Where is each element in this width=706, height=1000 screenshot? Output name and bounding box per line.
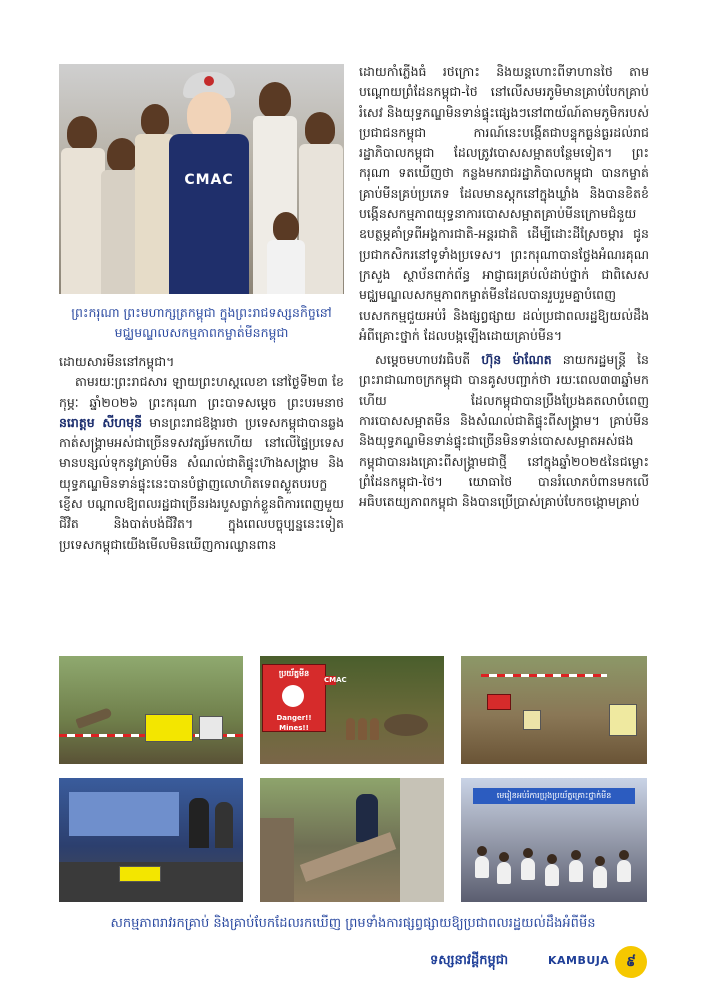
education-banner bbox=[473, 788, 635, 804]
gallery-photo-exhibition bbox=[59, 778, 243, 902]
exhibition-board bbox=[69, 792, 179, 836]
student-figure bbox=[521, 858, 535, 880]
ordnance bbox=[346, 718, 355, 740]
paragraph bbox=[59, 372, 344, 555]
marker-sign bbox=[523, 710, 541, 730]
wall bbox=[260, 818, 294, 902]
child-figure bbox=[61, 148, 105, 294]
paragraph-text: តាមរយៈព្រះរាជសារ ឡាយព្រះហស្តលេខា នៅថ្ងៃទី២៣ ខែកុម្ភៈ ឆ្នាំ២០២៦ ព្រះករុណា ព្រះបាទសម្ដេច ព្រះបរមនាថ bbox=[59, 374, 344, 410]
landmine bbox=[384, 714, 428, 736]
gallery-photo-recovered-ordnance bbox=[461, 656, 647, 764]
gallery-photo-deminer bbox=[260, 778, 444, 902]
gallery-photo-mine-markers bbox=[59, 656, 243, 764]
paragraph-text: មានព្រះរាជឱង្ការថា ប្រទេសកម្ពុជាបានឆ្លងកាត់សង្គ្រាមអស់ជាច្រើនទសវត្សរ៍មកហើយ នៅលើផ្ទៃប្រទេសមានបន្សល់ទុកនូវគ្រាប់មីន សំណល់ជាតិផ្ទុះហ៊ាងសង្គ្រាម និងយុទ្ធភណ្ឌមិនទាន់ផ្ទុះនេះបានបំផ្លាញលោហិតទេពស្ងួតបរបក្ខខ្ញើស បណ្ដាលឱ្យពលរដ្ឋជាច្រើនរងរបួសធ្លាក់ខ្លួនពិការពេញមួយជីវិត និងបាត់បង់ជីវិត។ ក្នុងពេលបច្ចុប្បន្ននេះទៀត ប្រទេសកម្ពុជាយើងមើលមិនឃើញការឈ្លានពាន bbox=[59, 414, 345, 552]
child-figure bbox=[267, 240, 305, 294]
danger-sign-english: Danger!! Mines!! bbox=[276, 714, 312, 732]
student-figure bbox=[569, 860, 583, 882]
debris bbox=[300, 832, 396, 882]
paragraph-text: នាយករដ្ឋមន្ត្រី នៃព្រះរាជាណាចក្រកម្ពុជា បានគូសបញ្ជាក់ថា រយៈពេល៣៣ឆ្នាំមកហើយ ដែលកម្ពុជាបានប្រឹងប្រែងគតលាបំពេញការបោសសម្អាតមីន និងសំណល់ជាតិផ្ទុះពីសង្គ្រាម។ គ្រាប់មីន និងយុទ្ធភណ្ឌមិនទាន់ផ្ទុះជាច្រើនមិនទាន់បោសសម្អាតអស់ផង កម្ពុជាបានរងគ្រោះពីសង្គ្រាមជាថ្មី នៅក្នុងឆ្នាំ២០២៥នៃជម្លោះព្រំដែនកម្ពុជា-ថៃ។ យោធាថៃ បានរំលោភបំពានមកលើអធិបតេយ្យភាពកម្ពុជា និងបានប្រើប្រាស់គ្រាប់បែកចង្កោមគ្រាប់ bbox=[359, 352, 649, 510]
paragraph bbox=[359, 350, 649, 512]
helmet-emblem bbox=[204, 76, 214, 86]
ordnance bbox=[75, 707, 112, 729]
detector-device bbox=[119, 866, 161, 882]
magazine-title: ទស្សនាវដ្តីកម្ពុជា bbox=[430, 953, 509, 968]
visitor-figure bbox=[215, 802, 233, 848]
danger-sign-khmer: ប្រយ័ត្នមីន bbox=[278, 669, 310, 678]
skull-icon bbox=[282, 685, 304, 707]
child-figure bbox=[107, 138, 137, 172]
ordnance bbox=[358, 718, 367, 740]
left-column bbox=[59, 352, 344, 555]
main-photo-caption: ព្រះករុណា ព្រះមហាក្សត្រកម្ពុជា ក្នុងព្រះរាជទស្សនកិច្ចនៅមជ្ឈមណ្ឌលសកម្មភាពកម្ចាត់មីនកម្ពុជា bbox=[71, 305, 332, 340]
marker-sign bbox=[145, 714, 193, 742]
marker-sign bbox=[199, 716, 223, 740]
right-column bbox=[359, 62, 649, 513]
deminer-figure bbox=[356, 794, 378, 842]
warning-tape bbox=[481, 674, 607, 677]
main-photo bbox=[59, 64, 344, 294]
paragraph: ដោយសារមីននៅកម្ពុជា។ bbox=[59, 354, 175, 369]
student-figure bbox=[477, 846, 487, 856]
paragraph: ដោយកាំភ្លើងធំ រថក្រោះ និងយន្តហោះពីទាហានថៃ តាមបណ្ដោយព្រំដែនកម្ពុជា-ថៃ នៅលើសមរភូមិមានគ្រាប់បែកគ្រាប់រំសេវ និងយុទ្ធភណ្ឌមិនទាន់ផ្ទុះផ្សេងៗនៅពាយ័ណ៍តាមភូមិករបស់ប្រជាជនកម្ពុជា ការណ៍នេះបង្កើតជាបន្ទុកធ្ងន់ធ្ងរដល់រាជរដ្ឋាភិបាលកម្ពុជា ដែលត្រូវបោសសម្អាតបន្ថែមទៀត។ ព្រះករុណា ទតឃើញថា កន្លងមករាជរដ្ឋាភិបាលកម្ពុជា បានកម្ចាត់គ្រាប់មីនគ្រប់ប្រភេទ ដែលមានស្តុកនៅក្នុងឃ្លាំង និងបានខិតខំបង្កើនសកម្មភាពយុទ្ធនាការបោសសម្អាតគ្រាប់មីនក្រោមជំនួយឧបត្ថម្ភគាំទ្រពីអង្គការជាតិ-អន្តរជាតិ ដើម្បីដោះដីស្រែចម្ការ ជូនប្រជាកសិករនៅទូទាំងប្រទេស។ ព្រះករុណាបានថ្លែងអំណរគុណ ក្រសួង ស្ថាប័នពាក់ព័ន្ធ អាជ្ញាធរគ្រប់លំដាប់ថ្នាក់ ជាពិសេសមជ្ឈមណ្ឌលសកម្មភាពកម្ចាត់មីនដែលបានរួបរួមគ្នាបំពេញបេសកកម្មជួយអប់រំ និងផ្សព្វផ្សាយ ដល់ប្រជាពលរដ្ឋឱ្យយល់ដឹងអំពីគ្រោះថ្នាក់ ដែលបង្កឡើងដោយគ្រាប់មីន។ bbox=[359, 64, 649, 343]
student-figure bbox=[497, 862, 511, 884]
child-figure bbox=[299, 144, 343, 294]
student-figure bbox=[619, 850, 629, 860]
page-number: ៩ bbox=[615, 946, 647, 978]
student-figure bbox=[499, 852, 509, 862]
king-face bbox=[187, 92, 231, 140]
student-figure bbox=[593, 866, 607, 888]
child-figure bbox=[259, 82, 291, 118]
visitor-figure bbox=[189, 798, 209, 848]
student-figure bbox=[617, 860, 631, 882]
ordnance bbox=[370, 718, 379, 740]
vest-label: CMAC bbox=[184, 172, 234, 188]
cmac-sign: CMAC bbox=[324, 676, 347, 684]
prime-minister-name: ហ៊ុន ម៉ាណែត bbox=[481, 352, 552, 368]
danger-sign bbox=[262, 664, 326, 732]
student-figure bbox=[523, 848, 533, 858]
child-figure bbox=[305, 112, 335, 146]
paragraph-text: សម្ដេចមហាបវរធិបតី bbox=[375, 352, 471, 368]
banner-text: មេរៀនអប់រំការប្រុងប្រយ័ត្នគ្រោះថ្នាក់មីន bbox=[496, 791, 612, 800]
house-wall bbox=[400, 778, 444, 902]
child-figure bbox=[67, 116, 97, 150]
child-figure bbox=[273, 212, 299, 242]
gallery-photo-school-education bbox=[461, 778, 647, 902]
marker-sign bbox=[487, 694, 511, 710]
king-name: នរោត្តម សីហមុនី bbox=[59, 414, 143, 430]
page-footer bbox=[430, 946, 650, 980]
gallery-caption: សកម្មភាពរាវរកគ្រាប់ និងគ្រាប់បែកដែលរកឃើញ ព្រមទាំងការផ្សព្វផ្សាយឱ្យប្រជាពលរដ្ឋយល់ដឹងអំពីមីន bbox=[110, 916, 596, 931]
student-figure bbox=[545, 864, 559, 886]
magazine-brand: KAMBUJA bbox=[548, 954, 610, 967]
student-figure bbox=[595, 856, 605, 866]
student-figure bbox=[547, 854, 557, 864]
protective-vest bbox=[169, 134, 249, 294]
child-figure bbox=[141, 104, 169, 136]
student-figure bbox=[475, 856, 489, 878]
student-figure bbox=[571, 850, 581, 860]
gallery-photo-danger-sign bbox=[260, 656, 444, 764]
marker-sign bbox=[609, 704, 637, 736]
